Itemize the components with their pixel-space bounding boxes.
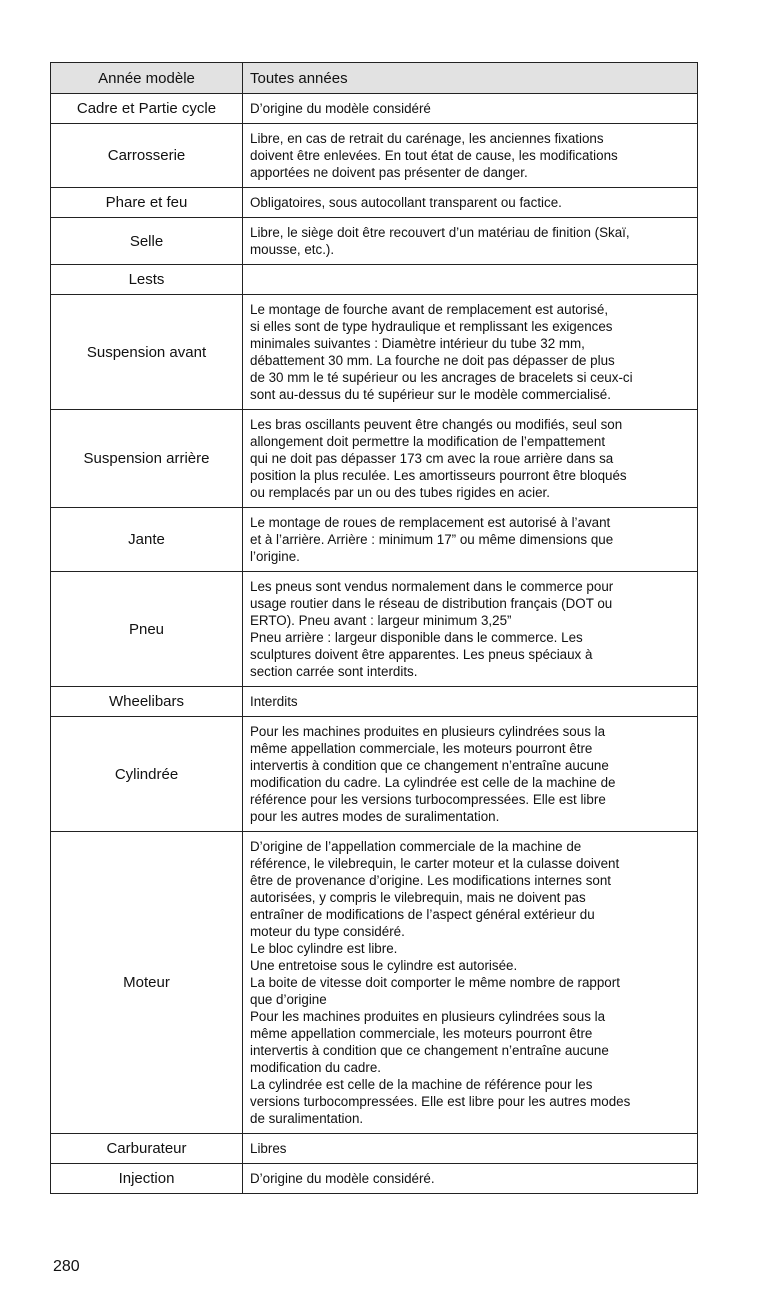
row-value: Libre, le siège doit être recouvert d’un matériau de finition (Skaï, mousse, etc.). xyxy=(243,218,698,265)
row-label: Pneu xyxy=(51,572,243,687)
row-value: Interdits xyxy=(243,687,698,717)
table-row xyxy=(51,218,698,265)
row-label: Suspension avant xyxy=(51,295,243,410)
table-row xyxy=(51,572,698,687)
table-row xyxy=(51,832,698,1134)
row-label: Lests xyxy=(51,265,243,295)
header-label-cell: Année modèle xyxy=(51,63,243,94)
row-value: Libre, en cas de retrait du carénage, les anciennes fixations doivent être enlevées. En tout état de cause, les modifications apportées ne doivent pas présenter de danger. xyxy=(243,124,698,188)
row-label: Carburateur xyxy=(51,1134,243,1164)
row-label: Phare et feu xyxy=(51,188,243,218)
table-row xyxy=(51,687,698,717)
row-label: Suspension arrière xyxy=(51,410,243,508)
row-value xyxy=(243,265,698,295)
table-row xyxy=(51,717,698,832)
table-header-row xyxy=(51,63,698,94)
row-label: Selle xyxy=(51,218,243,265)
row-label: Cylindrée xyxy=(51,717,243,832)
row-label: Wheelibars xyxy=(51,687,243,717)
table-row xyxy=(51,1164,698,1194)
page-number: 280 xyxy=(53,1258,80,1275)
row-value: D’origine du modèle considéré xyxy=(243,94,698,124)
row-label: Carrosserie xyxy=(51,124,243,188)
row-value: Pour les machines produites en plusieurs cylindrées sous la même appellation commerciale, les moteurs pourront être intervertis à condition que ce changement n’entraîne aucune modification du cadre. La cylindrée est celle de la machine de référence pour les versions turbocompressées. Elle est libre pour les autres modes de suralimentation. xyxy=(243,717,698,832)
header-value-cell: Toutes années xyxy=(243,63,698,94)
row-value: Libres xyxy=(243,1134,698,1164)
row-value: D’origine du modèle considéré. xyxy=(243,1164,698,1194)
row-value: Le montage de fourche avant de remplacement est autorisé, si elles sont de type hydraulique et remplissant les exigences minimales suivantes : Diamètre intérieur du tube 32 mm, débattement 30 mm. La fourche ne doit pas dépasser de plus de 30 mm le té supérieur ou les ancrages de bracelets si ceux-ci sont au-dessus du té supérieur sur le modèle commercialisé. xyxy=(243,295,698,410)
row-label: Moteur xyxy=(51,832,243,1134)
row-value: Les bras oscillants peuvent être changés ou modifiés, seul son allongement doit permettre la modification de l’empattement qui ne doit pas dépasser 173 cm avec la roue arrière dans sa position la plus reculée. Les amortisseurs pourront être bloqués ou remplacés par un ou des tubes rigides en acier. xyxy=(243,410,698,508)
row-label: Injection xyxy=(51,1164,243,1194)
row-label: Cadre et Partie cycle xyxy=(51,94,243,124)
regulations-table xyxy=(50,62,698,1194)
table-row xyxy=(51,94,698,124)
row-value: D’origine de l’appellation commerciale de la machine de référence, le vilebrequin, le carter moteur et la culasse doivent être de provenance d’origine. Les modifications internes sont autorisées, y compris le vilebrequin, mais ne doivent pas entraîner de modifications de l’aspect général extérieur du moteur du type considéré. Le bloc cylindre est libre. Une entretoise sous le cylindre est autorisée. La boite de vitesse doit comporter le même nombre de rapport que d’origine Pour les machines produites en plusieurs cylindrées sous la même appellation commerciale, les moteurs pourront être intervertis à condition que ce changement n’entraîne aucune modification du cadre. La cylindrée est celle de la machine de référence pour les versions turbocompressées. Elle est libre pour les autres modes de suralimentation. xyxy=(243,832,698,1134)
row-value: Le montage de roues de remplacement est autorisé à l’avant et à l’arrière. Arrière : minimum 17” ou même dimensions que l’origine. xyxy=(243,508,698,572)
table-row xyxy=(51,410,698,508)
row-label: Jante xyxy=(51,508,243,572)
row-value: Obligatoires, sous autocollant transparent ou factice. xyxy=(243,188,698,218)
table-row xyxy=(51,508,698,572)
table-row xyxy=(51,124,698,188)
row-value: Les pneus sont vendus normalement dans le commerce pour usage routier dans le réseau de distribution français (DOT ou ERTO). Pneu avant : largeur minimum 3,25” Pneu arrière : largeur disponible dans le commerce. Les sculptures doivent être apparentes. Les pneus spéciaux à section carrée sont interdits. xyxy=(243,572,698,687)
table-row xyxy=(51,265,698,295)
table-row xyxy=(51,188,698,218)
table-row xyxy=(51,295,698,410)
table-row xyxy=(51,1134,698,1164)
